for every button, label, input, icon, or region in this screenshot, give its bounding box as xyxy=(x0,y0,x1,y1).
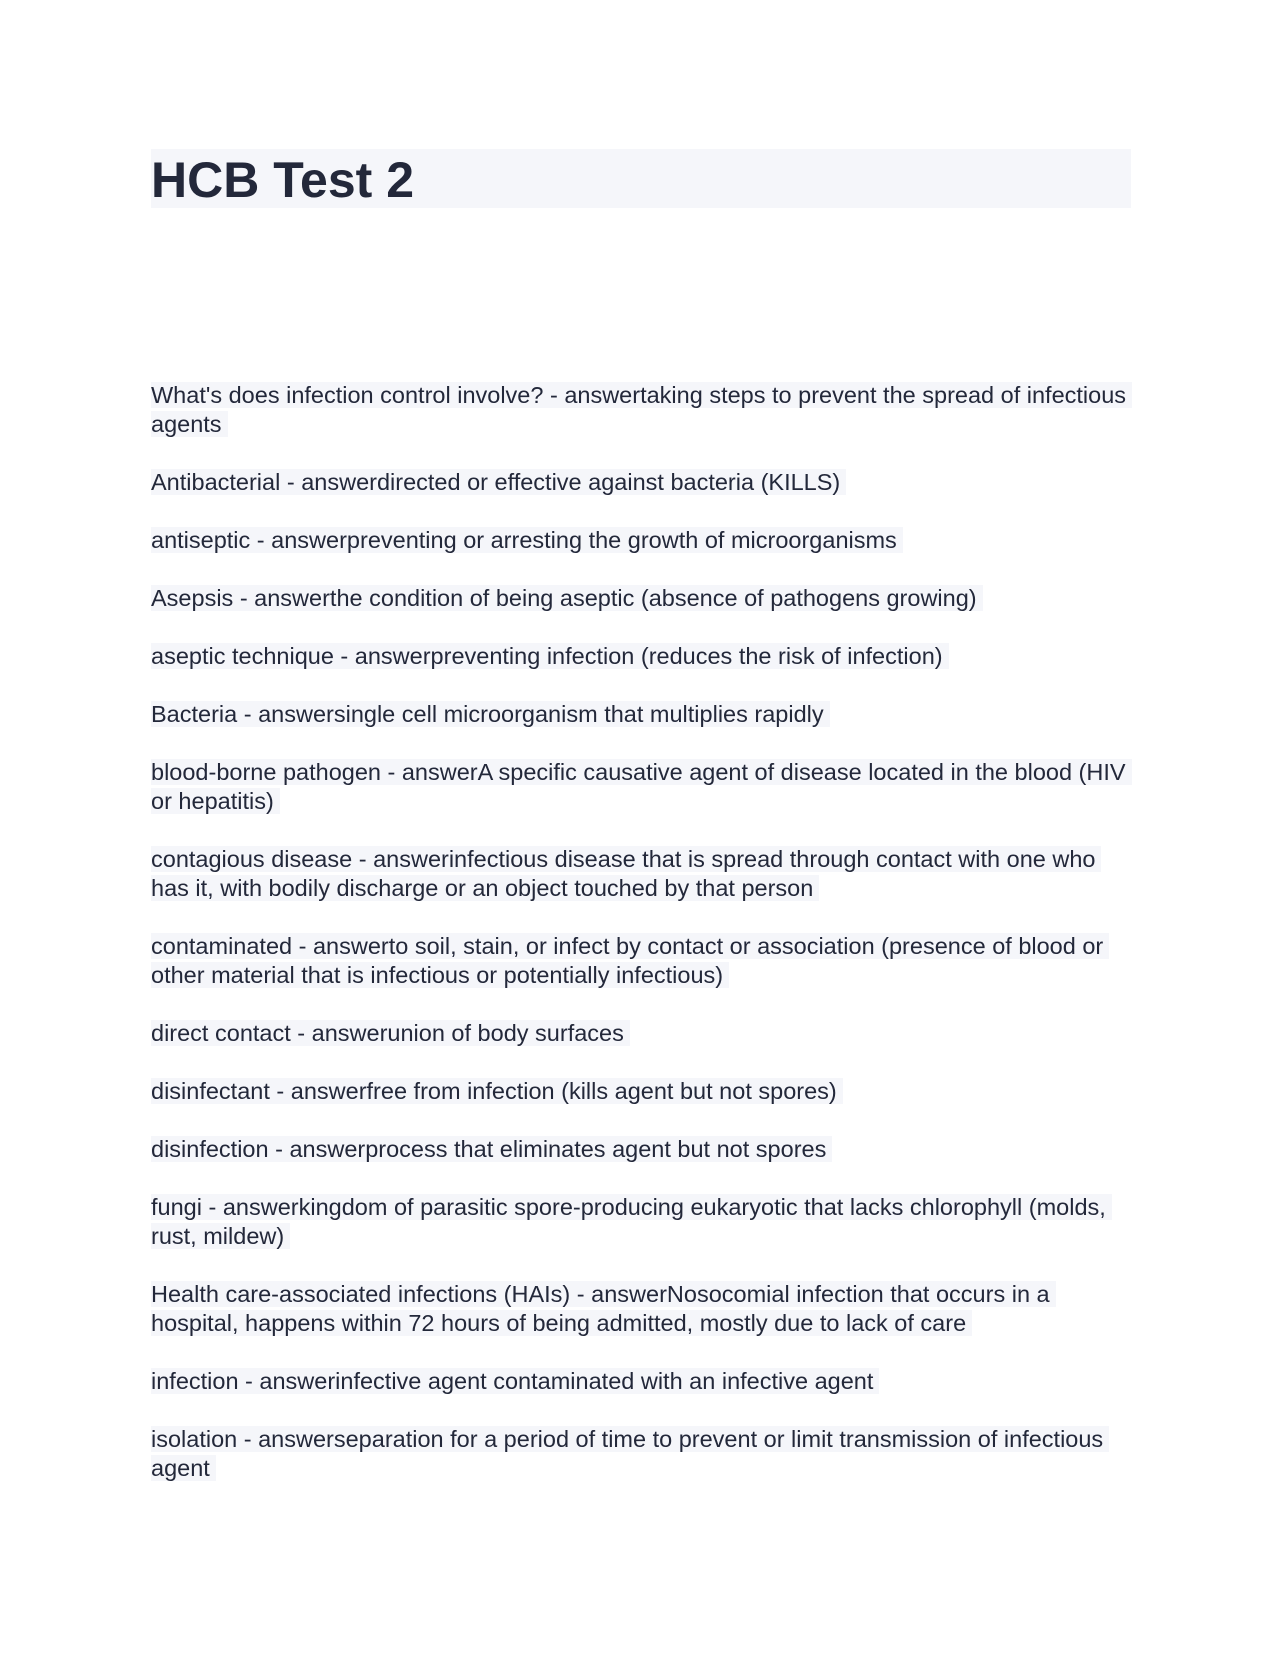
term-definition: contagious disease - answerinfectious disease that is spread through contact with one who has it, with bodily discharge or an object touched by that person xyxy=(151,846,1101,901)
list-item xyxy=(151,1193,1131,1251)
list-item xyxy=(151,1135,1131,1164)
list-item xyxy=(151,642,1131,671)
term-definition: disinfectant - answerfree from infection (kills agent but not spores) xyxy=(151,1078,843,1104)
term-definition: isolation - answerseparation for a period of time to prevent or limit transmission of infectious agent xyxy=(151,1426,1109,1481)
term-definition: infection - answerinfective agent contaminated with an infective agent xyxy=(151,1368,879,1394)
list-item xyxy=(151,526,1131,555)
list-item xyxy=(151,584,1131,613)
term-definition: antiseptic - answerpreventing or arresting the growth of microorganisms xyxy=(151,527,903,553)
term-definition: disinfection - answerprocess that eliminates agent but not spores xyxy=(151,1136,832,1162)
term-definition: aseptic technique - answerpreventing infection (reduces the risk of infection) xyxy=(151,643,949,669)
term-definition: Health care-associated infections (HAIs) - answerNosocomial infection that occurs in a hospital, happens within 72 hours of being admitted, mostly due to lack of care xyxy=(151,1281,1056,1336)
term-definition: direct contact - answerunion of body surfaces xyxy=(151,1020,630,1046)
list-item xyxy=(151,758,1131,816)
term-definition: Antibacterial - answerdirected or effective against bacteria (KILLS) xyxy=(151,469,846,495)
page-title: HCB Test 2 xyxy=(151,152,415,208)
term-definition: fungi - answerkingdom of parasitic spore-producing eukaryotic that lacks chlorophyll (molds, rust, mildew) xyxy=(151,1194,1112,1249)
list-item xyxy=(151,1425,1131,1483)
term-definition: Bacteria - answersingle cell microorganism that multiplies rapidly xyxy=(151,701,830,727)
term-definition: contaminated - answerto soil, stain, or infect by contact or association (presence of blood or other material that is infectious or potentially infectious) xyxy=(151,933,1109,988)
list-item xyxy=(151,468,1131,497)
term-definition: blood-borne pathogen - answerA specific causative agent of disease located in the blood (HIV or hepatitis) xyxy=(151,759,1132,814)
list-item xyxy=(151,1019,1131,1048)
list-item xyxy=(151,700,1131,729)
list-item xyxy=(151,1367,1131,1396)
term-definition: Asepsis - answerthe condition of being aseptic (absence of pathogens growing) xyxy=(151,585,983,611)
list-item xyxy=(151,381,1131,439)
list-item xyxy=(151,1280,1131,1338)
list-item xyxy=(151,845,1131,903)
term-definition: What's does infection control involve? - answertaking steps to prevent the spread of infectious agents xyxy=(151,382,1132,437)
list-item xyxy=(151,1077,1131,1106)
term-list xyxy=(151,381,1131,1512)
list-item xyxy=(151,932,1131,990)
